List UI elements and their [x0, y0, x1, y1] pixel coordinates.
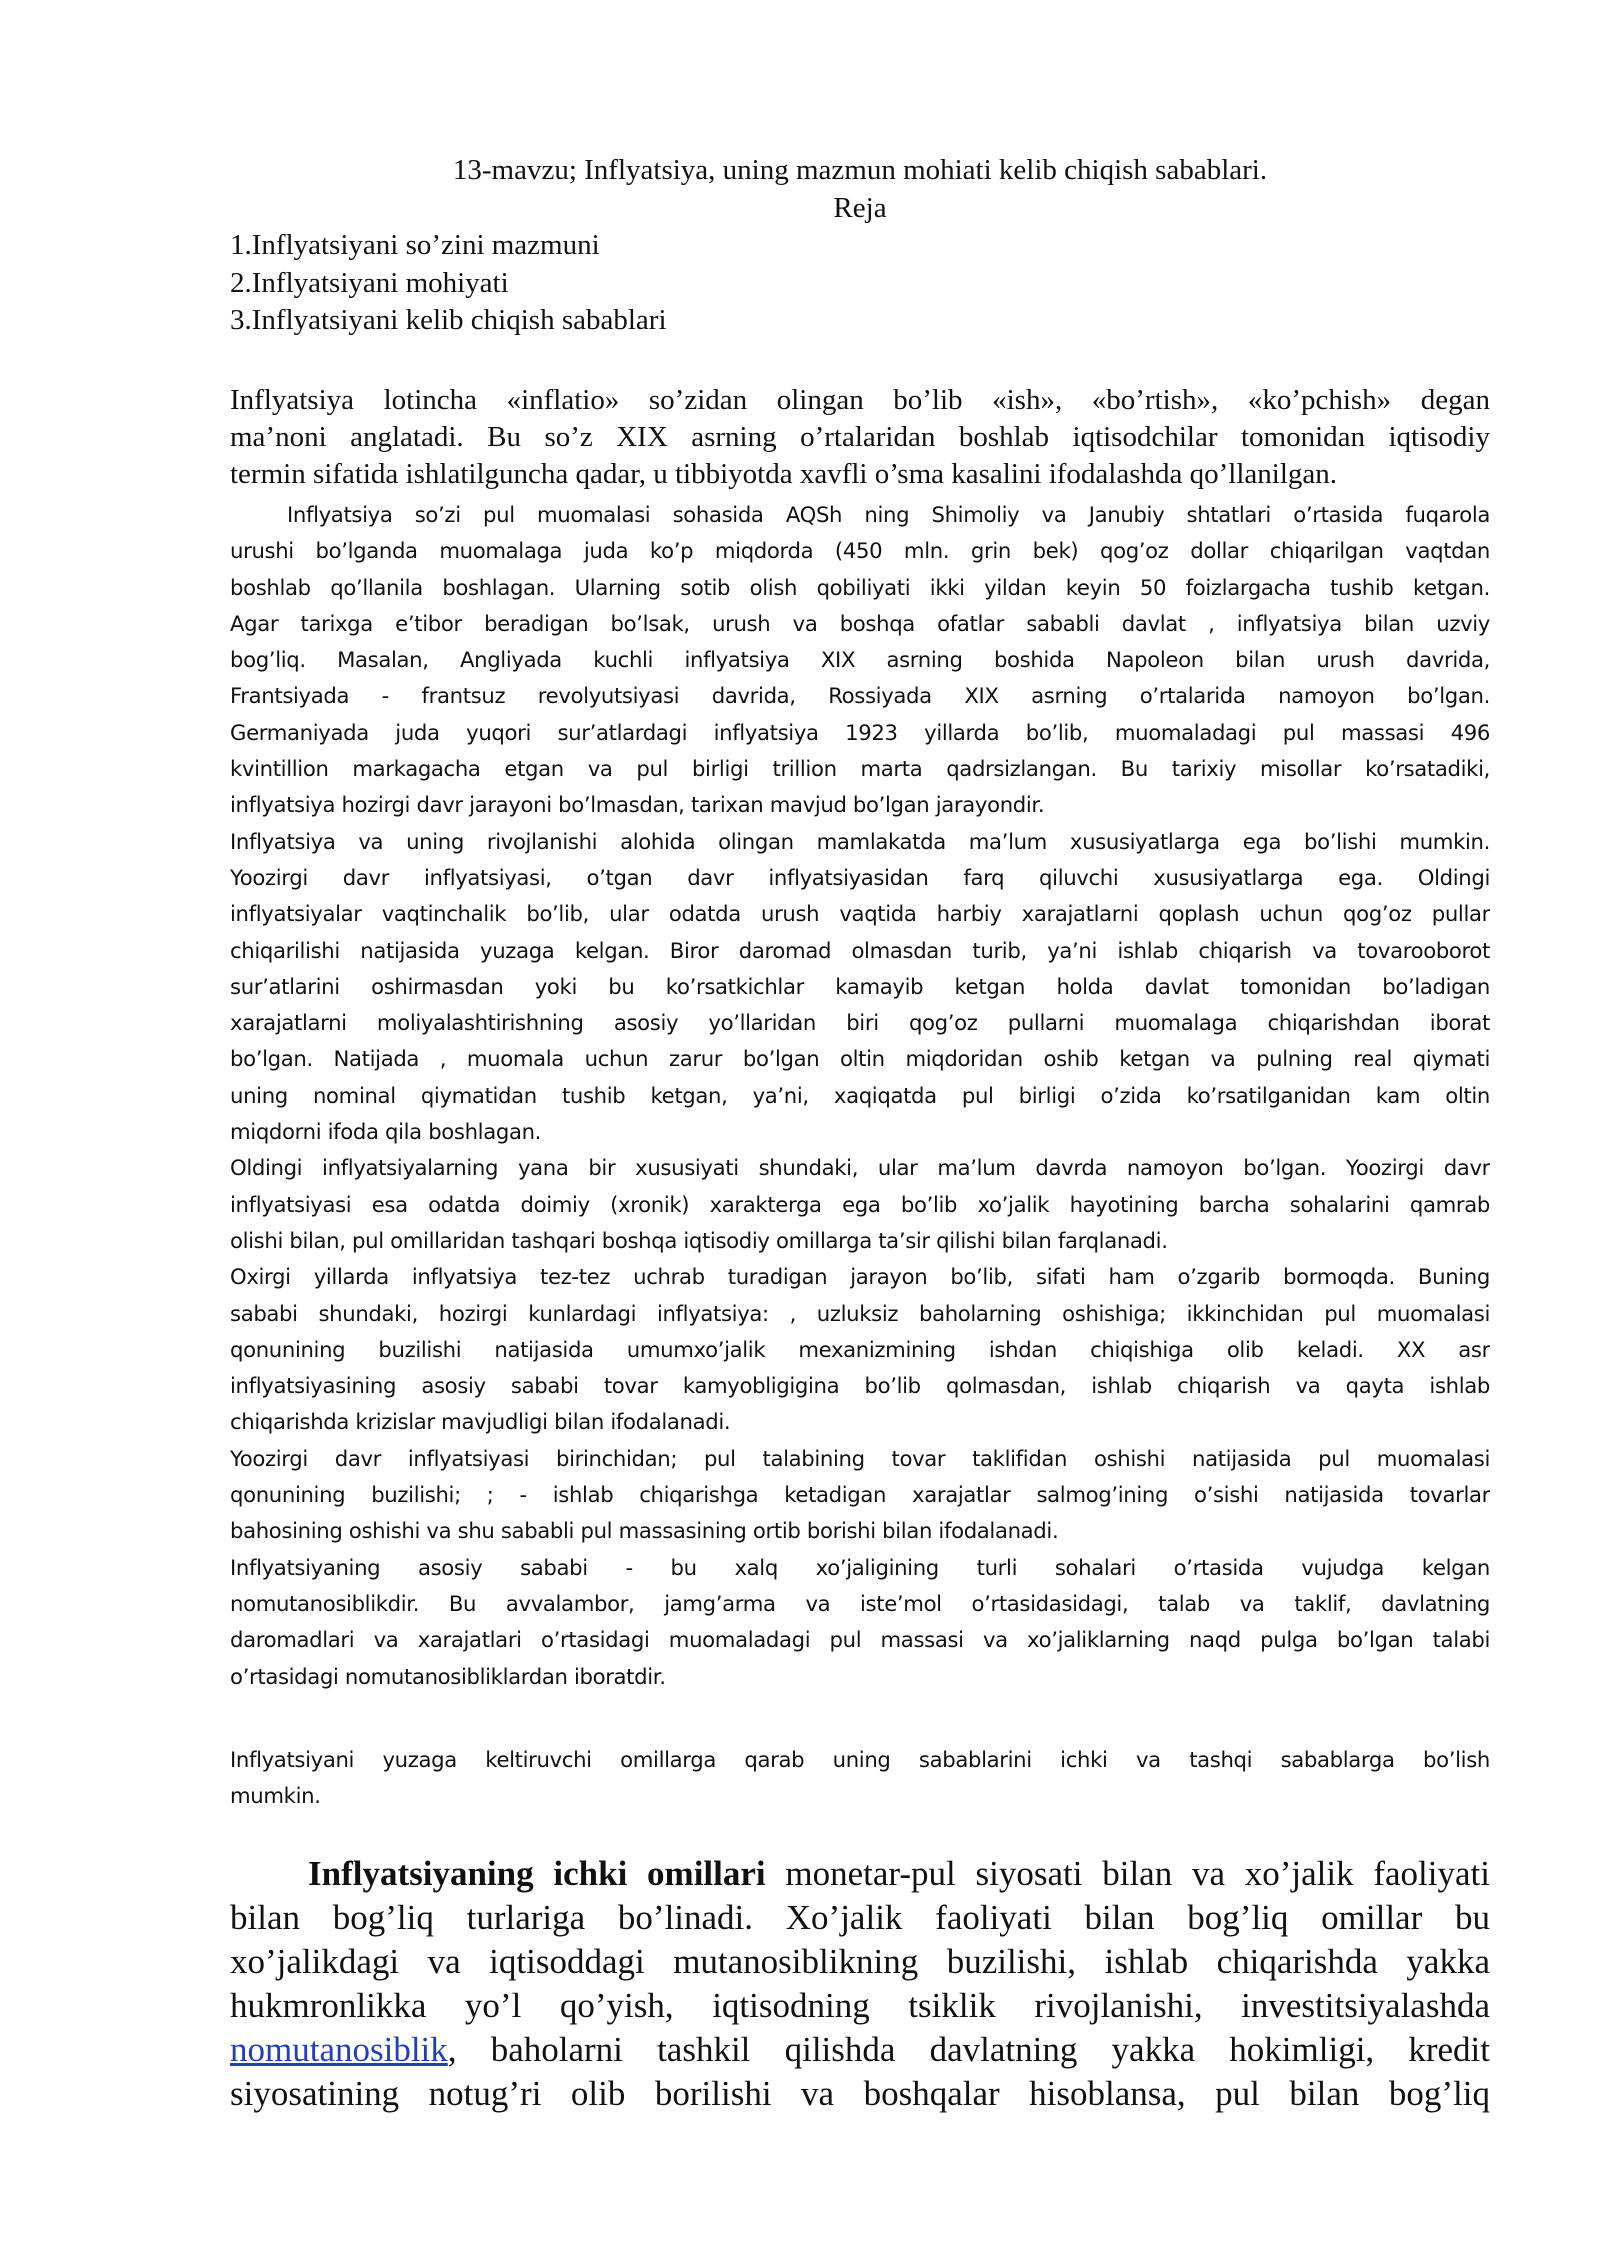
plan-item: 3.Inflyatsiyani kelib chiqish sabablari: [230, 304, 667, 336]
text-run: , baholarni tashkil qilishda davlatning yakka hokimligi, kredit: [447, 2030, 1490, 2069]
text-line: xo’jalikdagi va iqtisoddagi mutanosiblikning buzilishi, ishlab chiqarishda yakka: [230, 1942, 1490, 1981]
text-line: bo’lgan. Natijada , muomala uchun zarur bo’lgan oltin miqdoridan oshib ketgan va pulning real qiymati: [230, 1046, 1490, 1072]
text-line: siyosatining notug’ri olib borilishi va boshqalar hisoblansa, pul bilan bog’liq: [230, 2074, 1490, 2113]
text-line: bilan bog’liq turlariga bo’linadi. Xo’jalik faoliyati bilan bog’liq omillar bu: [230, 1898, 1490, 1937]
intro-paragraph: [230, 382, 1490, 493]
text-line: chiqarilishi natijasida yuzaga kelgan. Biror daromad olmasdan turib, ya’ni ishlab chiqarish va tovarooborot: [230, 937, 1490, 963]
text-line: Inflyatsiya lotincha «inflatio» so’zidan olingan bo’lib «ish», «bo’rtish», «ko’pchish» degan: [230, 384, 1490, 416]
text-line: [230, 2028, 1490, 2072]
text-line: termin sifatida ishlatilguncha qadar, u tibbiyotda xavfli o’sma kasalini ifodalashda qo’llanilgan.: [230, 458, 1337, 490]
internal-factors-paragraph: [230, 1852, 1490, 2116]
text-run: monetar-pul siyosati bilan va xo’jalik faoliyati: [765, 1854, 1490, 1893]
text-line: Agar tarixga e’tibor beradigan bo’lsak, urush va boshqa ofatlar sababli davlat , inflyatsiya bilan uzviy: [230, 610, 1490, 636]
text-line: Inflyatsiya so’zi pul muomalasi sohasida AQSh ning Shimoliy va Janubiy shtatlari o’rtasida fuqarola: [287, 502, 1490, 527]
text-line: bog’liq. Masalan, Angliyada kuchli inflyatsiya XIX asrning boshida Napoleon bilan urush davrida,: [230, 647, 1490, 673]
bold-lead: Inflyatsiyaning ichki omillari: [308, 1854, 766, 1893]
text-line: Oxirgi yillarda inflyatsiya tez-tez uchrab turadigan jarayon bo’lib, sifati ham o’zgarib bormoqda. Buning: [230, 1264, 1490, 1290]
plan-heading: Reja: [833, 192, 887, 224]
text-line: inflyatsiyasining asosiy sababi tovar kamyobligigina bo’lib qolmasdan, ishlab chiqarish va qayta ishlab: [230, 1373, 1490, 1399]
text-line: chiqarishda krizislar mavjudligi bilan ifodalanadi.: [230, 1409, 731, 1435]
text-line: inflyatsiyalar vaqtinchalik bo’lib, ular odatda urush vaqtida harbiy xarajatlarni qoplash uchun qog’oz pullar: [230, 901, 1490, 927]
text-line: Germaniyada juda yuqori sur’atlardagi inflyatsiya 1923 yillarda bo’lib, muomaladagi pul massasi 496: [230, 719, 1490, 745]
text-line: miqdorni ifoda qila boshlagan.: [230, 1119, 542, 1145]
text-line: Frantsiyada - frantsuz revolyutsiyasi davrida, Rossiyada XIX asrning o’rtalarida namoyon bo’lgan.: [230, 683, 1490, 709]
text-line: bahosining oshishi va shu sababli pul massasining ortib borishi bilan ifodalanadi.: [230, 1518, 1059, 1544]
text-line: sababi shundaki, hozirgi kunlardagi inflyatsiya: , uzluksiz baholarning oshishiga; ikkinchidan pul muomalasi: [230, 1300, 1490, 1326]
text-line: daromadlari va xarajatlari o’rtasidagi muomaladagi pul massasi va xo’jaliklarning naqd pulga bo’lgan talabi: [230, 1627, 1490, 1653]
text-line: Inflyatsiyaning asosiy sababi - bu xalq xo’jaligining turli sohalari o’rtasida vujudga kelgan: [230, 1554, 1490, 1580]
body-paragraphs: [230, 497, 1490, 1695]
text-line: uning nominal qiymatidan tushib ketgan, ya’ni, xaqiqatda pul birligi o’zida ko’rsatilganidan kam oltin: [230, 1082, 1490, 1108]
text-line: urushi bo’lganda muomalaga juda ko’p miqdorda (450 mln. grin bek) qog’oz dollar chiqarilgan vaqtdan: [230, 538, 1490, 564]
factors-paragraph: [230, 1742, 1490, 1815]
nomutanosiblik-link[interactable]: nomutanosiblik: [230, 2030, 448, 2069]
plan-list: [230, 227, 667, 340]
text-line: inflyatsiyasi esa odatda doimiy (xronik) xarakterga ega bo’lib xo’jalik hayotining barcha sohalarini qamrab: [230, 1191, 1490, 1217]
text-line: qonunining buzilishi; ; - ishlab chiqarishga ketadigan xarajatlar salmog’ining o’sishi natijasida tovarlar: [230, 1482, 1490, 1508]
text-line: mumkin.: [230, 1783, 321, 1809]
text-line: olishi bilan, pul omillaridan tashqari boshqa iqtisodiy omillarga ta’sir qilishi bilan farqlanadi.: [230, 1227, 1168, 1253]
text-line: xarajatlarni moliyalashtirishning asosiy yo’llaridan biri qog’oz pullarni muomalaga chiqarishdan iborat: [230, 1010, 1490, 1036]
text-line: Yoozirgi davr inflyatsiyasi birinchidan; pul talabining tovar taklifidan oshishi natijasida pul muomalasi: [230, 1445, 1490, 1471]
text-line: Inflyatsiya va uning rivojlanishi alohida olingan mamlakatda ma’lum xususiyatlarga ega bo’lishi mumkin.: [230, 828, 1490, 854]
plan-item: 1.Inflyatsiyani so’zini mazmuni: [230, 229, 600, 261]
text-line: Inflyatsiyani yuzaga keltiruvchi omillarga qarab uning sabablarini ichki va tashqi sabablarga bo’lish: [230, 1747, 1490, 1772]
text-line: kvintillion markagacha etgan va pul birligi trillion marta qadrsizlangan. Bu tarixiy misollar ko’rsatadiki,: [230, 756, 1490, 782]
text-line: hukmronlikka yo’l qo’yish, iqtisodning tsiklik rivojlanishi, investitsiyalashda: [230, 1986, 1490, 2025]
text-line: inflyatsiya hozirgi davr jarayoni bo’lmasdan, tarixan mavjud bo’lgan jarayondir.: [230, 792, 1045, 818]
text-line: [230, 1852, 1490, 1896]
text-line: qonunining buzilishi natijasida umumxo’jalik mexanizmining ishdan chiqishiga olib keladi. XX asr: [230, 1336, 1490, 1362]
text-line: boshlab qo’llanila boshlagan. Ularning sotib olish qobiliyati ikki yildan keyin 50 foizlargacha tushib ketgan.: [230, 574, 1490, 600]
text-line: o’rtasidagi nomutanosibliklardan iboratdir.: [230, 1663, 666, 1689]
text-line: Yoozirgi davr inflyatsiyasi, o’tgan davr inflyatsiyasidan farq qiluvchi xususiyatlarga ega. Oldingi: [230, 864, 1490, 890]
plan-item: 2.Inflyatsiyani mohiyati: [230, 266, 509, 299]
text-line: Oldingi inflyatsiyalarning yana bir xususiyati shundaki, ular ma’lum davrda namoyon bo’lgan. Yoozirgi davr: [230, 1155, 1490, 1181]
text-line: ma’noni anglatadi. Bu so’z XIX asrning o’rtalaridan boshlab iqtisodchilar tomonidan iqtisodiy: [230, 421, 1490, 453]
text-line: sur’atlarini oshirmasdan yoki bu ko’rsatkichlar kamayib ketgan holda davlat tomonidan bo’ladigan: [230, 973, 1490, 999]
text-line: nomutanosiblikdir. Bu avvalambor, jamg’arma va iste’mol o’rtasidasidagi, talab va taklif, davlatning: [230, 1590, 1490, 1616]
document-title: 13-mavzu; Inflyatsiya, uning mazmun mohiati kelib chiqish sabablari.: [452, 154, 1268, 186]
